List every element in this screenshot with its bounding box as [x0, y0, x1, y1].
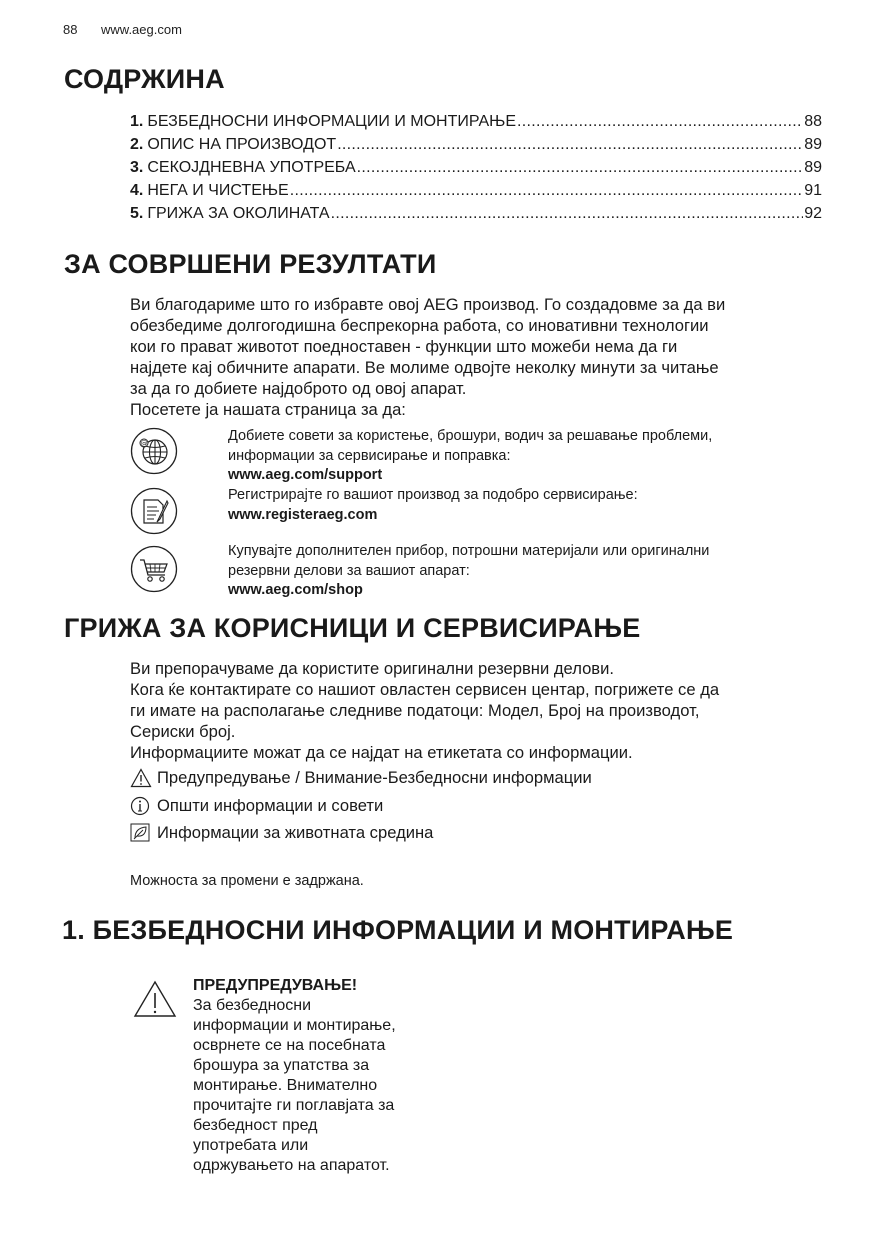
toc-entry-page: 89: [804, 159, 822, 176]
link-description: Добиете совети за користење, брошури, водич за решавање проблеми,: [228, 428, 713, 444]
safety-warning: [193, 976, 433, 1176]
care-line: Информациите можат да се најдат на етикетата со информации.: [130, 743, 633, 762]
results-intro: [130, 294, 830, 420]
toc-entry-page: 89: [804, 136, 822, 153]
results-section-title: ЗА СОВРШЕНИ РЕЗУЛТАТИ: [64, 249, 437, 279]
toc-entry-page: 92: [804, 205, 822, 222]
care-line: Кога ќе контактирате со нашиот овластен сервисен центар, погрижете се да: [130, 680, 720, 699]
warning-line: употребата или: [193, 1137, 309, 1154]
toc-entry-label: ГРИЖА ЗА ОКОЛИНАТА: [147, 205, 330, 222]
register-url[interactable]: www.registeraeg.com: [228, 506, 378, 523]
support-url[interactable]: www.aeg.com/support: [228, 467, 383, 483]
care-line: Ви препорачуваме да користите оригинални резервни делови.: [130, 659, 615, 678]
warning-triangle-icon: [133, 980, 177, 1018]
toc-leader-dots: [337, 133, 803, 156]
register-link-block: [228, 486, 828, 525]
warning-line: осврнете се на посебната: [193, 1037, 386, 1054]
intro-line: кои го прават животот поедноставен - функции што можеби нема да ги: [130, 337, 678, 356]
toc-entry[interactable]: [130, 202, 822, 225]
leaf-environment-icon: [130, 823, 152, 843]
shop-link-block: [228, 542, 828, 601]
toc-entry[interactable]: [130, 179, 822, 202]
globe-icon: [130, 427, 178, 475]
toc-entry-label: СЕКОЈДНЕВНА УПОТРЕБА: [147, 159, 356, 176]
link-description: резервни делови за вашиот апарат:: [228, 562, 470, 579]
legend-warning: [130, 767, 592, 789]
legend-info: [130, 795, 383, 817]
care-text: [130, 658, 830, 763]
toc-entry-page: 91: [804, 182, 822, 199]
legend-text: Предупредување / Внимание-Безбедносни информации: [157, 768, 592, 787]
warning-line: безбедност пред: [193, 1117, 318, 1134]
toc-entry-number: 5.: [130, 205, 144, 222]
legend-environment: [130, 822, 433, 844]
link-description: Регистрирајте го вашиот производ за подобро сервисирање:: [228, 487, 638, 503]
warning-line: брошура за упатства за: [193, 1057, 370, 1074]
toc-entry-label: НЕГА И ЧИСТЕЊЕ: [147, 182, 289, 199]
toc-entry[interactable]: [130, 133, 822, 156]
warning-line: прочитајте ги поглавјата за: [193, 1097, 395, 1114]
toc-entry[interactable]: [130, 110, 822, 133]
warning-triangle-icon: [130, 768, 152, 788]
support-link-block: [228, 427, 828, 486]
safety-section-title: 1. БЕЗБЕДНОСНИ ИНФОРМАЦИИ И МОНТИРАЊЕ: [62, 915, 734, 945]
care-line: ги имате на располагање следниве податоци: Модел, Број на производот,: [130, 701, 700, 720]
intro-line: Посетете ја нашата страница за да:: [130, 400, 406, 419]
warning-line: одржувањето на апаратот.: [193, 1157, 390, 1174]
toc-leader-dots: [290, 179, 804, 202]
warning-line: За безбедносни: [193, 997, 312, 1014]
website-link[interactable]: www.aeg.com: [101, 22, 182, 37]
warning-line: информации и монтирање,: [193, 1017, 396, 1034]
toc-entry-number: 1.: [130, 113, 144, 130]
toc-entry-page: 88: [804, 113, 822, 130]
warning-title: ПРЕДУПРЕДУВАЊЕ!: [193, 977, 358, 994]
toc-leader-dots: [517, 110, 803, 133]
page-number: 88: [63, 22, 78, 37]
link-description: Купувајте дополнителен прибор, потрошни материјали или оригинални: [228, 543, 710, 559]
intro-line: Ви благодариме што го избравте овој AEG производ. Го создадовме за да ви: [130, 295, 726, 314]
toc-entry-label: ОПИС НА ПРОИЗВОДОТ: [147, 136, 337, 153]
toc-title: СОДРЖИНА: [64, 64, 225, 94]
shopping-cart-icon: [130, 545, 178, 593]
info-icon: [130, 796, 152, 816]
intro-line: обезбедиме долгогодишна беспрекорна работа, со иновативни технологии: [130, 316, 709, 335]
intro-line: најдете кај обичните апарати. Ве молиме одвојте неколку минути за читање: [130, 358, 719, 377]
toc-entry-label: БЕЗБЕДНОСНИ ИНФОРМАЦИИ И МОНТИРАЊЕ: [147, 113, 516, 130]
change-notice: Можноста за промени е задржана.: [130, 873, 364, 889]
toc-entry-number: 2.: [130, 136, 144, 153]
legend-text: Информации за животната средина: [157, 823, 434, 842]
table-of-contents: [130, 110, 822, 225]
shop-url[interactable]: www.aeg.com/shop: [228, 582, 363, 598]
legend-text: Општи информации и совети: [157, 796, 384, 815]
care-section-title: ГРИЖА ЗА КОРИСНИЦИ И СЕРВИСИРАЊЕ: [64, 613, 641, 643]
register-document-icon: [130, 487, 178, 535]
svg-text:@: @: [140, 439, 148, 448]
toc-entry-number: 3.: [130, 159, 144, 176]
warning-line: монтирање. Внимателно: [193, 1077, 378, 1094]
toc-entry[interactable]: [130, 156, 822, 179]
toc-leader-dots: [331, 202, 804, 225]
link-description: информации за сервисирање и поправка:: [228, 447, 511, 464]
toc-leader-dots: [357, 156, 804, 179]
toc-entry-number: 4.: [130, 182, 144, 199]
care-line: Сериски број.: [130, 722, 236, 741]
intro-line: за да го добиете најдоброто од овој апарат.: [130, 379, 467, 398]
